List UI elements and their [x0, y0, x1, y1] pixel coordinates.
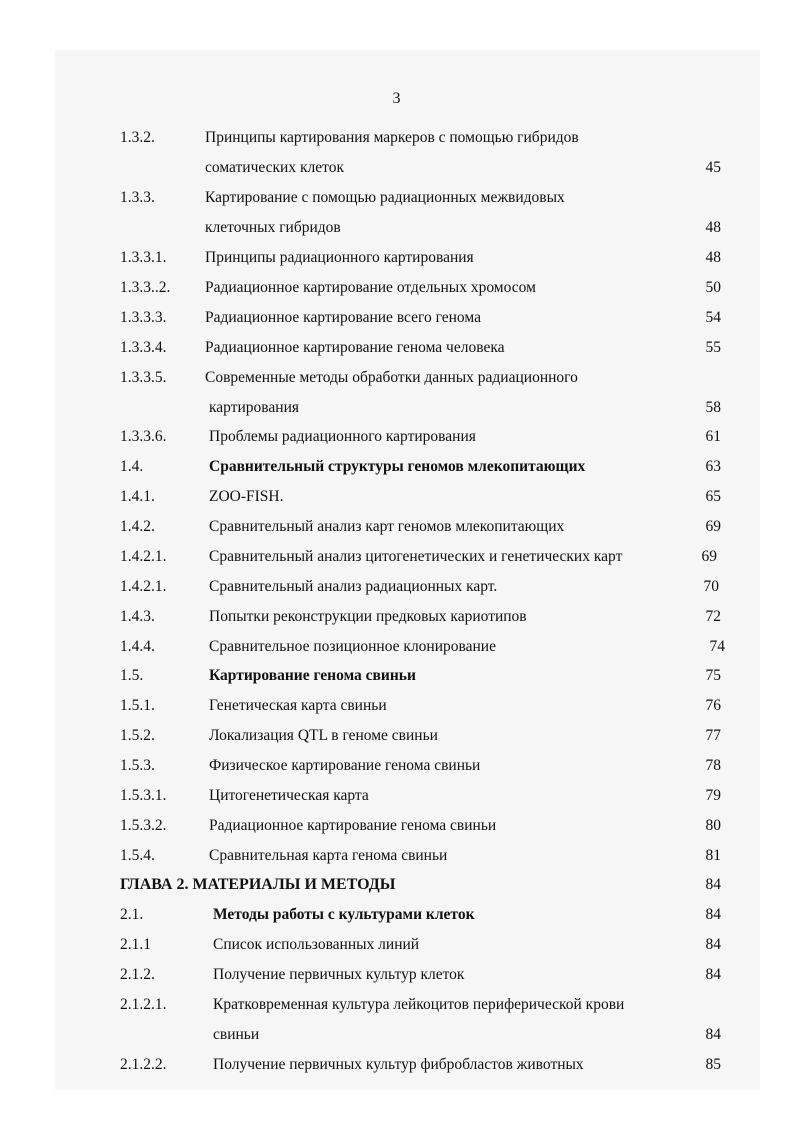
section-number: 1.4.3.: [120, 608, 155, 625]
page-ref: 45: [705, 159, 721, 176]
section-number: 1.5.4.: [120, 847, 155, 864]
toc-entry: [0, 935, 793, 955]
chapter-heading: [0, 875, 793, 895]
section-title: Принципы радиационного картирования: [205, 249, 474, 266]
section-title: Принципы картирования маркеров с помощью гибридов: [205, 129, 579, 146]
toc-entry: [0, 517, 793, 537]
page-ref: 65: [705, 488, 721, 505]
section-number: 1.4.4.: [120, 638, 155, 655]
page-ref: 85: [705, 1056, 721, 1073]
toc-entry: [0, 577, 793, 597]
page-ref: 84: [705, 936, 721, 953]
section-title: Сравнительный анализ карт геномов млекопитающих: [209, 518, 565, 535]
section-title: Картирование генома свиньи: [209, 667, 416, 684]
section-number: 1.5.3.: [120, 757, 155, 774]
section-title: Попытки реконструкции предковых кариотипов: [209, 608, 527, 625]
section-number: 2.1.2.: [120, 966, 155, 983]
page-ref: 48: [705, 219, 721, 236]
page-ref: 69: [705, 518, 721, 535]
page-ref: 80: [705, 817, 721, 834]
toc-entry: [0, 607, 793, 627]
section-title: Сравнительный анализ цитогенетических и генетических карт: [209, 548, 623, 565]
section-number: 1.5.1.: [120, 697, 155, 714]
page-ref: 50: [705, 279, 721, 296]
section-title: соматических клеток: [205, 159, 344, 176]
section-number: 1.4.2.1.: [120, 578, 167, 595]
page-ref: 84: [705, 966, 721, 983]
section-title: Список использованных линий: [213, 936, 420, 953]
section-number: 1.3.3.5.: [120, 369, 167, 386]
page-ref: 81: [705, 847, 721, 864]
page-ref: 70: [703, 578, 719, 595]
section-title: Получение первичных культур фибробластов животных: [213, 1056, 584, 1073]
toc-entry: [0, 308, 793, 328]
page-ref: 74: [709, 638, 725, 655]
toc-entry: [0, 398, 793, 418]
page-ref: 84: [705, 876, 721, 893]
toc-entry: [0, 816, 793, 836]
toc-entry: [0, 637, 793, 657]
toc-entry: [0, 427, 793, 447]
page-ref: 77: [705, 727, 721, 744]
section-number: 2.1.: [120, 906, 144, 923]
section-number: 2.1.2.2.: [120, 1056, 167, 1073]
section-number: 1.5.: [120, 667, 144, 684]
section-title: Методы работы с культурами клеток: [213, 906, 475, 923]
page-ref: 79: [705, 787, 721, 804]
toc-entry: [0, 666, 793, 686]
section-title: клеточных гибридов: [205, 219, 341, 236]
page-ref: 48: [705, 249, 721, 266]
section-number: 2.1.2.1.: [120, 996, 167, 1013]
toc-entry: [0, 248, 793, 268]
toc-entry: [0, 158, 793, 178]
page-ref: 55: [705, 339, 721, 356]
section-number: 1.3.3..2.: [120, 279, 171, 296]
section-title: свиньи: [213, 1026, 260, 1043]
section-title: Картирование с помощью радиационных межвидовых: [205, 189, 565, 206]
toc-entry: [0, 905, 793, 925]
section-number: 1.4.1.: [120, 488, 155, 505]
section-number: 1.5.3.2.: [120, 817, 167, 834]
section-title: Сравнительный структуры геномов млекопитающих: [209, 458, 586, 475]
toc-entry: [0, 457, 793, 477]
toc-entry: [0, 487, 793, 507]
section-number: 1.3.2.: [120, 129, 155, 146]
page-ref: 75: [705, 667, 721, 684]
toc-entry: [0, 128, 793, 148]
section-title: Кратковременная культура лейкоцитов периферической крови: [213, 996, 625, 1013]
section-title: Генетическая карта свиньи: [209, 697, 387, 714]
section-number: 1.3.3.4.: [120, 339, 167, 356]
section-title: Цитогенетическая карта: [209, 787, 369, 804]
section-title: Сравнительное позиционное клонирование: [209, 638, 496, 655]
section-title: Проблемы радиационного картирования: [209, 428, 476, 445]
page-ref: 76: [705, 697, 721, 714]
page-ref: 84: [705, 906, 721, 923]
page-ref: 69: [701, 548, 717, 565]
toc-entry: [0, 218, 793, 238]
section-title: Сравнительная карта генома свиньи: [209, 847, 448, 864]
section-number: 1.5.2.: [120, 727, 155, 744]
section-number: 1.3.3.6.: [120, 428, 167, 445]
section-title: Физическое картирование генома свиньи: [209, 757, 481, 774]
section-title: ZOO-FISH.: [209, 488, 284, 505]
toc-entry: [0, 547, 793, 567]
toc-entry: [0, 696, 793, 716]
toc-entry: [0, 786, 793, 806]
page-ref: 78: [705, 757, 721, 774]
section-title: Локализация QTL в геноме свиньи: [209, 727, 438, 744]
page-ref: 72: [705, 608, 721, 625]
toc-entry: [0, 846, 793, 866]
toc-entry: [0, 995, 793, 1015]
toc-entry: [0, 188, 793, 208]
section-number: 2.1.1: [120, 936, 151, 953]
page-ref: 61: [705, 428, 721, 445]
section-title: Радиационное картирование генома свиньи: [209, 817, 497, 834]
section-number: 1.3.3.1.: [120, 249, 167, 266]
section-number: 1.3.3.: [120, 189, 155, 206]
section-number: 1.4.2.1.: [120, 548, 167, 565]
section-number: 1.4.: [120, 458, 144, 475]
toc-entry: [0, 1025, 793, 1045]
toc-entry: [0, 965, 793, 985]
toc-entry: [0, 756, 793, 776]
page-ref: 58: [705, 399, 721, 416]
toc-entry: [0, 1055, 793, 1075]
toc-entry: [0, 368, 793, 388]
section-number: 1.3.3.3.: [120, 309, 167, 326]
toc-entry: [0, 726, 793, 746]
section-title: Получение первичных культур клеток: [213, 966, 465, 983]
section-title: Современные методы обработки данных радиационного: [205, 369, 578, 386]
section-title: картирования: [209, 399, 300, 416]
section-title: Радиационное картирование генома человека: [205, 339, 505, 356]
page-number: 3: [392, 90, 401, 107]
chapter-title: ГЛАВА 2. МАТЕРИАЛЫ И МЕТОДЫ: [120, 876, 396, 893]
toc-entry: [0, 338, 793, 358]
section-number: 1.5.3.1.: [120, 787, 167, 804]
page-ref: 84: [705, 1026, 721, 1043]
section-title: Радиационное картирование всего генома: [205, 309, 481, 326]
page-ref: 54: [705, 309, 721, 326]
section-title: Сравнительный анализ радиационных карт.: [209, 578, 498, 595]
section-number: 1.4.2.: [120, 518, 155, 535]
page-ref: 63: [705, 458, 721, 475]
section-title: Радиационное картирование отдельных хромосом: [205, 279, 536, 296]
toc-entry: [0, 278, 793, 298]
